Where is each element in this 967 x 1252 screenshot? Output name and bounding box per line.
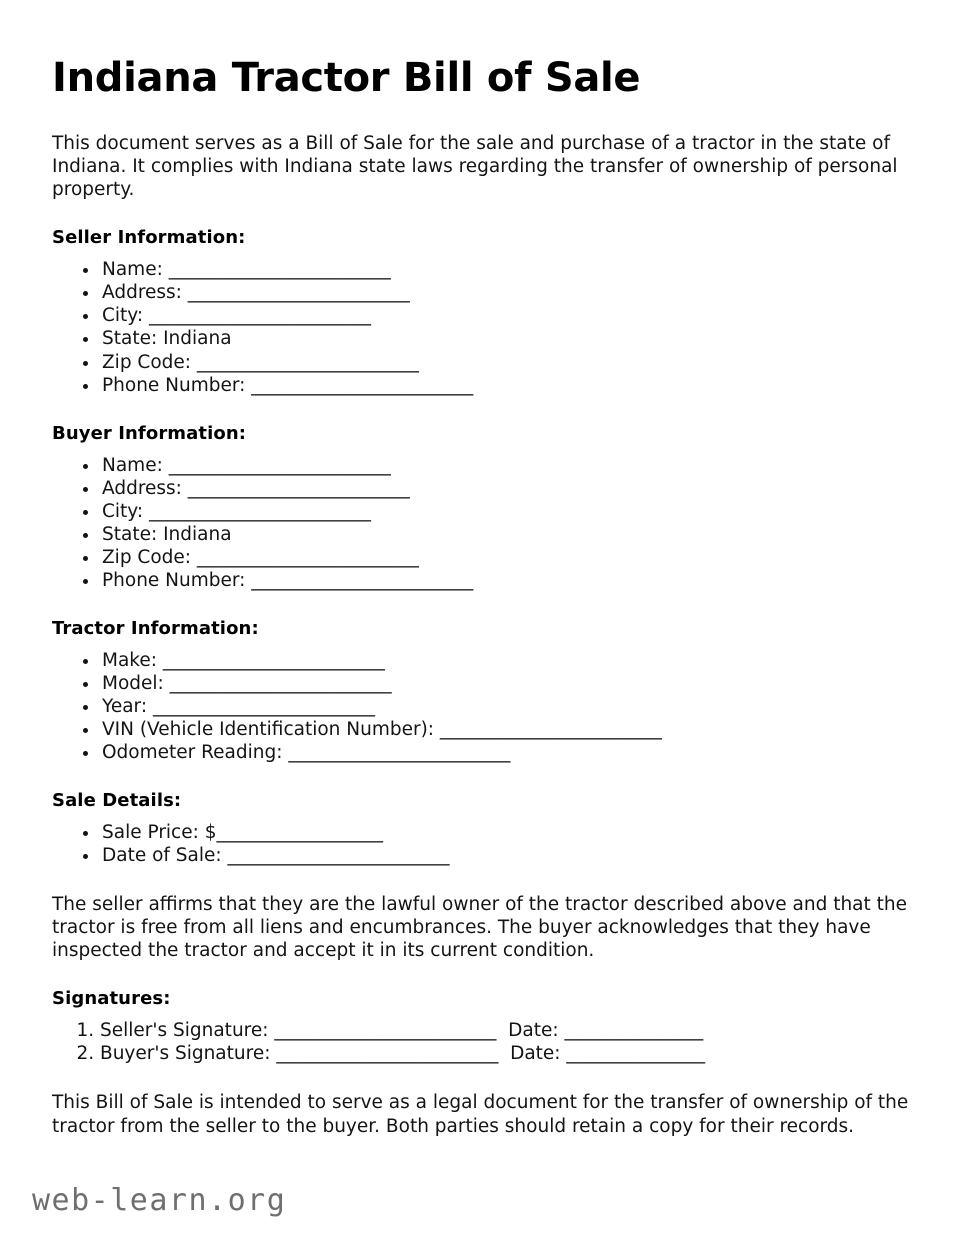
tractor-model-field: Model: ________________________	[102, 672, 392, 694]
sale-price-field: Sale Price: $__________________	[102, 821, 383, 843]
buyer-city-field: City: ________________________	[102, 500, 372, 522]
buyer-zip-field: Zip Code: ________________________	[102, 546, 419, 568]
watermark-web-learn: web-learn.org	[32, 1183, 287, 1218]
sale-date-field: Date of Sale: ________________________	[102, 844, 450, 866]
seller-address-field: Address: ________________________	[102, 282, 410, 304]
buyer-state-field: State: Indiana	[102, 523, 232, 545]
seller-phone-field: Phone Number: ________________________	[102, 374, 474, 396]
seller-city-field: City: ________________________	[102, 305, 372, 327]
seller-name-field: Name: ________________________	[102, 259, 391, 281]
signatures-list	[52, 1019, 918, 1065]
tractor-odometer-field: Odometer Reading: ________________________	[102, 741, 511, 763]
tractor-make-field: Make: ________________________	[102, 649, 385, 671]
buyer-address-field: Address: ________________________	[102, 477, 410, 499]
buyer-information-heading: Buyer Information:	[52, 422, 247, 444]
list-item	[100, 327, 918, 350]
list-item	[100, 546, 918, 569]
list-item	[100, 281, 918, 304]
list-item	[100, 1042, 918, 1065]
list-item	[100, 258, 918, 281]
list-item	[100, 844, 918, 867]
affirmation-paragraph: The seller affirms that they are the lawful owner of the tractor described above and that the tractor is free from all liens and encumbrances. The buyer acknowledges that they have inspected the tractor and accept it in its current condition.	[52, 893, 908, 962]
tractor-year-field: Year: ________________________	[102, 695, 375, 717]
list-item	[100, 523, 918, 546]
sale-details-list	[52, 821, 918, 867]
list-item	[100, 500, 918, 523]
tractor-information-heading: Tractor Information:	[52, 617, 259, 639]
signatures-heading: Signatures:	[52, 988, 171, 1010]
document-content	[52, 56, 918, 1164]
seller-information-list	[52, 258, 918, 396]
list-item	[100, 821, 918, 844]
buyer-signature-field: Buyer's Signature: ________________________ Date: _______________	[100, 1043, 706, 1065]
list-item	[100, 741, 918, 764]
buyer-information-list	[52, 454, 918, 592]
seller-zip-field: Zip Code: ________________________	[102, 351, 419, 373]
list-item	[100, 477, 918, 500]
page-title: Indiana Tractor Bill of Sale	[52, 55, 641, 101]
tractor-information-list	[52, 649, 918, 764]
seller-state-field: State: Indiana	[102, 328, 232, 350]
seller-signature-field: Seller's Signature: ________________________ Date: _______________	[100, 1020, 704, 1042]
buyer-name-field: Name: ________________________	[102, 454, 391, 476]
closing-paragraph: This Bill of Sale is intended to serve as a legal document for the transfer of ownership of the tractor from the seller to the buyer. Both parties should retain a copy for their records.	[52, 1092, 909, 1137]
list-item	[100, 569, 918, 592]
list-item	[100, 351, 918, 374]
intro-paragraph: This document serves as a Bill of Sale for the sale and purchase of a tractor in the state of Indiana. It complies with Indiana state laws regarding the transfer of ownership of personal property.	[52, 133, 898, 201]
seller-information-heading: Seller Information:	[52, 227, 246, 249]
tractor-vin-field: VIN (Vehicle Identification Number): ________________________	[102, 718, 662, 740]
list-item	[100, 649, 918, 672]
list-item	[100, 304, 918, 327]
list-item	[100, 695, 918, 718]
buyer-phone-field: Phone Number: ________________________	[102, 569, 474, 591]
list-item	[100, 1019, 918, 1042]
list-item	[100, 718, 918, 741]
list-item	[100, 672, 918, 695]
sale-details-heading: Sale Details:	[52, 789, 182, 811]
list-item	[100, 374, 918, 397]
list-item	[100, 454, 918, 477]
